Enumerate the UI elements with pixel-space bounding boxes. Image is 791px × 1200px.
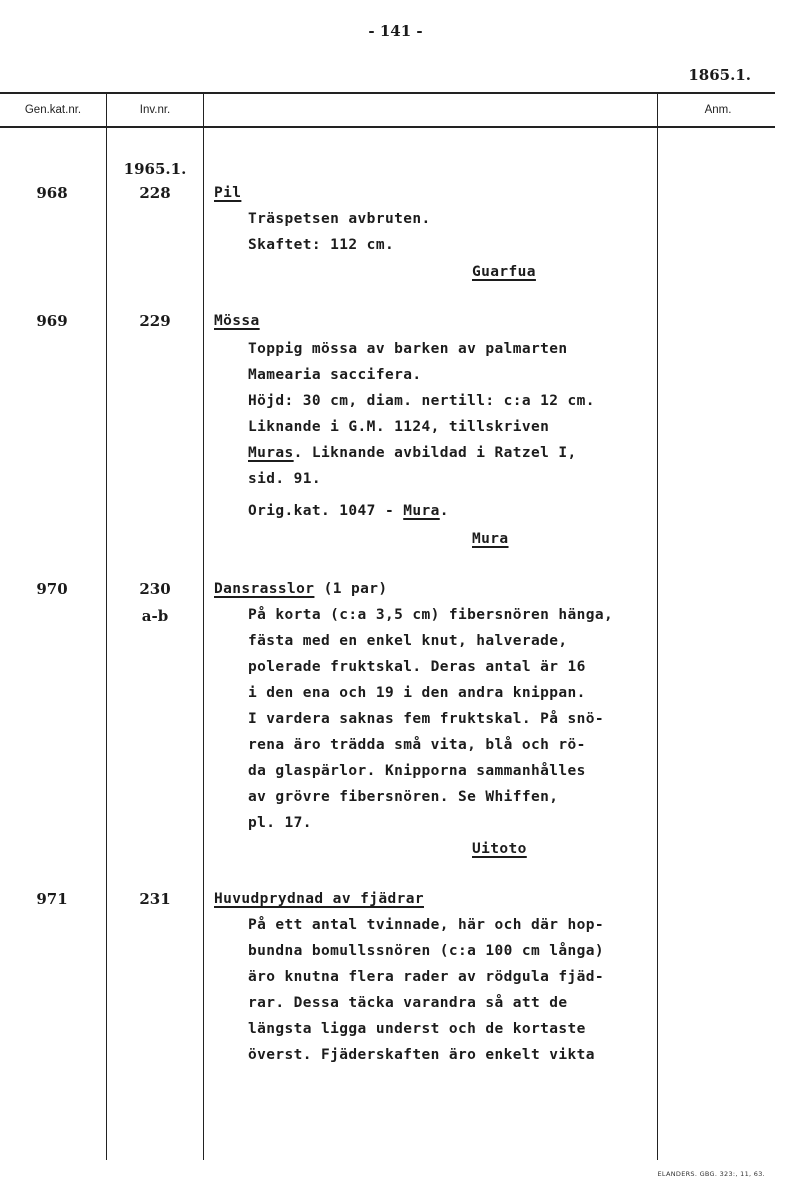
- entry-line: Skaftet: 112 cm.: [248, 237, 395, 253]
- inv-nr: 231: [139, 890, 171, 908]
- header-top-rule: [0, 92, 775, 94]
- header-bottom-rule: [0, 126, 775, 128]
- entry-title: Huvudprydnad av fjädrar: [214, 891, 424, 907]
- entry-line: På korta (c:a 3,5 cm) fibersnören hänga,: [248, 607, 614, 623]
- column-divider-2: [203, 93, 204, 1160]
- entry-line: äro knutna flera rader av rödgula fjäd-: [248, 969, 605, 985]
- entry-line: bundna bomullssnören (c:a 100 cm långa): [248, 943, 605, 959]
- entry-title-text: Dansrasslor: [214, 581, 315, 597]
- inv-nr-sub: a-b: [141, 607, 169, 625]
- gen-kat-nr: 970: [36, 580, 68, 598]
- culture-label: Mura: [472, 531, 509, 547]
- entry-line: överst. Fjäderskaften äro enkelt vikta: [248, 1047, 595, 1063]
- entry-line: i den ena och 19 i den andra knippan.: [248, 685, 586, 701]
- entry-title: [214, 581, 387, 597]
- entry-line: Höjd: 30 cm, diam. nertill: c:a 12 cm.: [248, 393, 595, 409]
- culture-label: Guarfua: [472, 264, 536, 280]
- column-header-gen-kat-nr: Gen.kat.nr.: [24, 104, 82, 116]
- entry-line-text: . Liknande avbildad i Ratzel I,: [293, 445, 577, 461]
- accession-number: 1865.1.: [688, 66, 751, 84]
- culture-label: Uitoto: [472, 841, 527, 857]
- column-header-anm: Anm.: [704, 104, 732, 116]
- entry-line-text: .: [439, 503, 449, 519]
- entry-title: Pil: [214, 185, 242, 201]
- gen-kat-nr: 969: [36, 312, 68, 330]
- inv-nr: 229: [139, 312, 171, 330]
- inv-nr: 228: [139, 184, 171, 202]
- entry-line: Mamearia saccifera.: [248, 367, 422, 383]
- entry-line: I vardera saknas fem fruktskal. På snö-: [248, 711, 605, 727]
- entry-line: [248, 445, 577, 461]
- entry-line: rena äro trädda små vita, blå och rö-: [248, 737, 586, 753]
- entry-line: Liknande i G.M. 1124, tillskriven: [248, 419, 550, 435]
- entry-title-suffix: (1 par): [314, 581, 388, 597]
- column-header-inv-nr: Inv.nr.: [139, 104, 171, 116]
- gen-kat-nr: 968: [36, 184, 68, 202]
- culture-reference: Muras: [248, 445, 294, 461]
- culture-reference: Mura: [403, 503, 440, 519]
- entry-line: [248, 503, 449, 519]
- entry-line: sid. 91.: [248, 471, 322, 487]
- entry-line: rar. Dessa täcka varandra så att de: [248, 995, 568, 1011]
- entry-line: Träspetsen avbruten.: [248, 211, 431, 227]
- entry-line: av grövre fibersnören. Se Whiffen,: [248, 789, 559, 805]
- orig-kat-text: Orig.kat. 1047 -: [248, 503, 404, 519]
- page-number: - 141 -: [368, 22, 423, 40]
- printer-mark: ELANDERS. GBG. 323:, 11, 63.: [657, 1170, 765, 1178]
- entry-line: da glaspärlor. Knipporna sammanhålles: [248, 763, 586, 779]
- column-divider-1: [106, 93, 107, 1160]
- entry-title: Mössa: [214, 313, 260, 329]
- entry-line: fästa med en enkel knut, halverade,: [248, 633, 568, 649]
- gen-kat-nr: 971: [36, 890, 68, 908]
- entry-line: På ett antal tvinnade, här och där hop-: [248, 917, 605, 933]
- inv-nr: 230: [139, 580, 171, 598]
- entry-line: Toppig mössa av barken av palmarten: [248, 341, 568, 357]
- inv-prefix: 1965.1.: [123, 160, 187, 178]
- column-divider-3: [657, 93, 658, 1160]
- entry-line: pl. 17.: [248, 815, 312, 831]
- entry-line: längsta ligga underst och de kortaste: [248, 1021, 586, 1037]
- entry-line: polerade fruktskal. Deras antal är 16: [248, 659, 586, 675]
